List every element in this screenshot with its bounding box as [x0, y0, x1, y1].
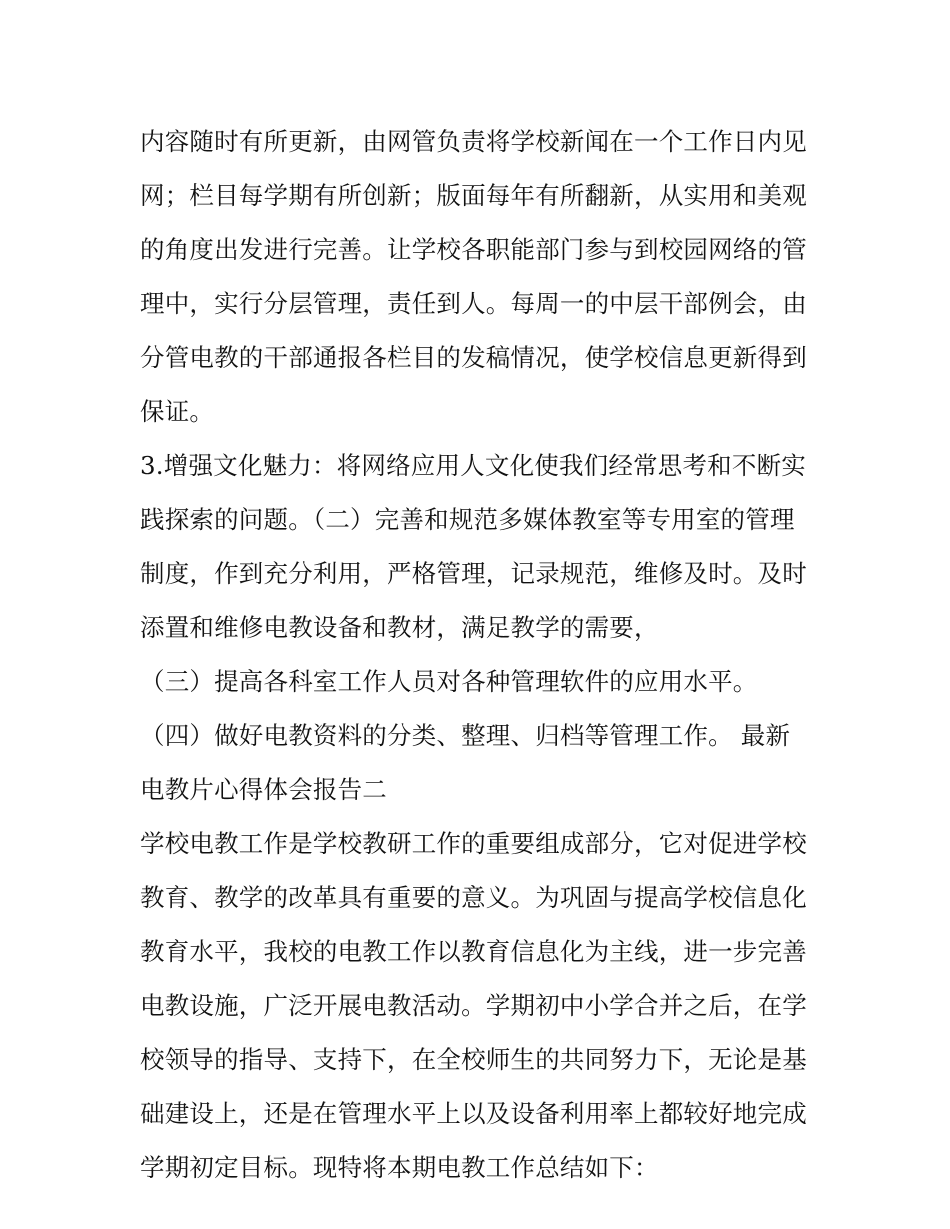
text-line: 制度，作到充分利用，严格管理，记录规范，维修及时。及时: [140, 559, 807, 588]
text-line: 学校电教工作是学校教研工作的重要组成部分，它对促进学校: [140, 829, 807, 858]
text-line: 添置和维修电教设备和教材，满足教学的需要，: [140, 613, 659, 642]
text-line: 理中，实行分层管理，责任到人。每周一的中层干部例会，由: [140, 289, 807, 318]
text-line: 内容随时有所更新，由网管负责将学校新闻在一个工作日内见: [140, 127, 807, 156]
text-line: 分管电教的干部通报各栏目的发稿情况，使学校信息更新得到: [140, 343, 807, 372]
text-line: 保证。: [140, 397, 215, 426]
text-line: 学期初定目标。现特将本期电教工作总结如下：: [140, 1153, 659, 1182]
text-line: 础建设上，还是在管理水平上以及设备利用率上都较好地完成: [140, 1099, 807, 1128]
text-line: 3.增强文化魅力：将网络应用人文化使我们经常思考和不断实: [140, 451, 806, 480]
text-line: 校领导的指导、支持下，在全校师生的共同努力下，无论是基: [140, 1045, 807, 1074]
text-line: 网；栏目每学期有所创新；版面每年有所翻新，从实用和美观: [140, 181, 807, 210]
text-line: 教育水平，我校的电教工作以教育信息化为主线，进一步完善: [140, 937, 807, 966]
text-line: 的角度出发进行完善。让学校各职能部门参与到校园网络的管: [140, 235, 807, 264]
text-line: 践探索的问题。（二）完善和规范多媒体教室等专用室的管理: [140, 505, 795, 534]
text-line: 教育、教学的改革具有重要的意义。为巩固与提高学校信息化: [140, 883, 807, 912]
text-line: 电教设施，广泛开展电教活动。学期初中小学合并之后，在学: [140, 991, 807, 1020]
text-line: （三）提高各科室工作人员对各种管理软件的应用水平。: [140, 667, 758, 696]
text-line: （四）做好电教资料的分类、整理、归档等管理工作。 最新: [140, 721, 791, 750]
text-line: 电教片心得体会报告二: [140, 775, 387, 804]
